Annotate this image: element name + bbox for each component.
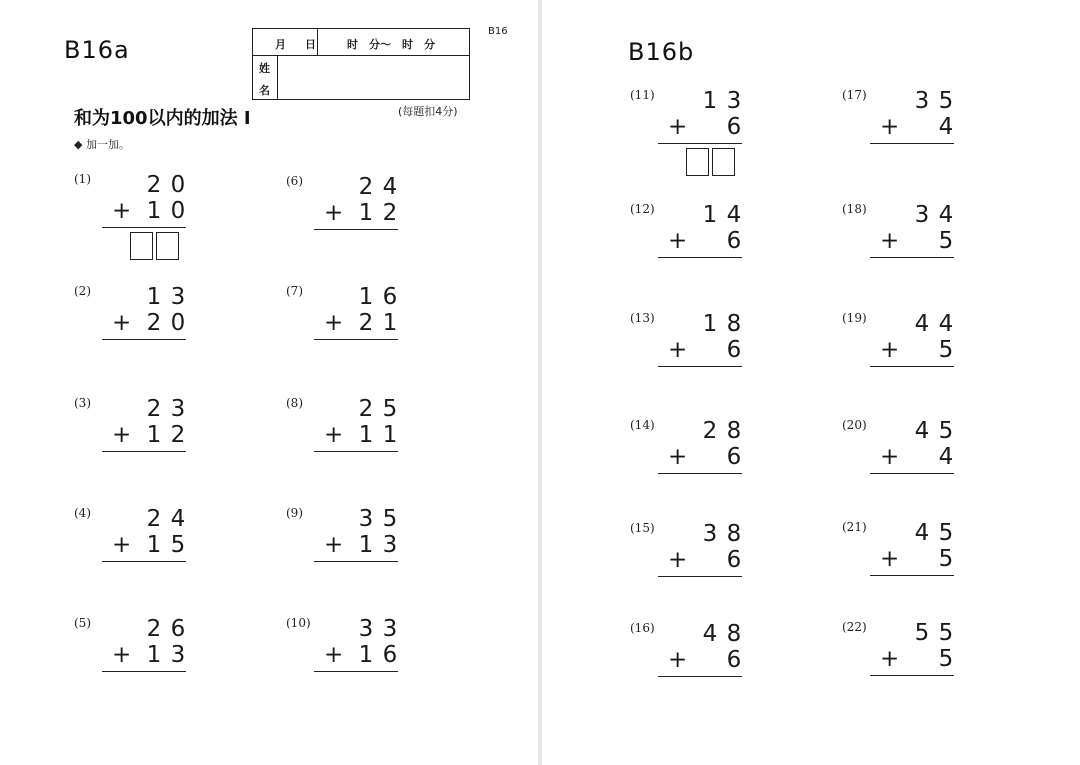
digit: 4 [382,174,398,200]
worksheet-page-a [0,0,538,765]
digit: 2 [146,506,162,532]
digit: 3 [358,616,374,642]
plus-sign: + [880,444,900,470]
problem-number: (17) [842,88,867,102]
problem-number: (8) [286,396,303,410]
problem-14 [630,418,770,508]
problem-number: (4) [74,506,91,520]
digit: 3 [914,88,930,114]
digit: 5 [938,337,954,363]
plus-sign: + [324,310,344,336]
digit: 5 [170,532,186,558]
digit: 4 [938,311,954,337]
digit: 0 [170,172,186,198]
plus-sign: + [668,337,688,363]
sum-line [314,229,398,230]
problem-7 [286,284,426,374]
digit: 6 [382,642,398,668]
digit: 2 [702,418,718,444]
digit: 6 [726,114,742,140]
plus-sign: + [880,228,900,254]
sum-line [102,671,186,672]
plus-sign: + [324,642,344,668]
sum-line [870,366,954,367]
plus-sign: + [324,200,344,226]
page-code: B16a [64,36,130,64]
problem-21 [842,520,982,610]
digit: 4 [170,506,186,532]
problem-22 [842,620,982,710]
page-code: B16b [628,38,695,66]
plus-sign: + [880,337,900,363]
problem-10 [286,616,426,706]
digit: 6 [726,337,742,363]
sum-line [102,561,186,562]
digit: 4 [914,520,930,546]
digit: 1 [358,532,374,558]
problem-15 [630,521,770,611]
plus-sign: + [668,228,688,254]
sum-line [658,676,742,677]
problem-3 [74,396,214,486]
digit: 6 [726,444,742,470]
problem-5 [74,616,214,706]
page-title: 和为100以内的加法 I [74,108,251,129]
sum-line [314,671,398,672]
problem-number: (18) [842,202,867,216]
digit: 2 [170,422,186,448]
problem-1 [74,172,214,262]
digit: 4 [914,311,930,337]
problem-number: (3) [74,396,91,410]
digit: 6 [726,547,742,573]
digit: 8 [726,418,742,444]
answer-box-units[interactable] [156,232,179,260]
digit: 4 [914,418,930,444]
digit: 5 [938,520,954,546]
digit: 5 [938,620,954,646]
digit: 4 [702,621,718,647]
digit: 3 [170,396,186,422]
digit: 1 [358,642,374,668]
sum-line [314,339,398,340]
digit: 6 [726,228,742,254]
problem-18 [842,202,982,292]
instruction: ◆ 加一加。 [74,138,130,151]
problem-12 [630,202,770,292]
digit: 1 [146,284,162,310]
sum-line [870,473,954,474]
problem-8 [286,396,426,486]
sum-line [102,451,186,452]
problem-6 [286,174,426,264]
plus-sign: + [668,647,688,673]
sum-line [314,561,398,562]
month-label: 月 [275,38,286,51]
digit: 3 [914,202,930,228]
digit: 5 [382,396,398,422]
problem-number: (7) [286,284,303,298]
plus-sign: + [112,310,132,336]
digit: 2 [146,396,162,422]
digit: 2 [382,200,398,226]
plus-sign: + [668,547,688,573]
digit: 2 [358,396,374,422]
problem-number: (2) [74,284,91,298]
digit: 4 [938,114,954,140]
plus-sign: + [112,422,132,448]
problem-number: (12) [630,202,655,216]
digit: 5 [938,228,954,254]
sum-line [102,339,186,340]
digit: 5 [938,418,954,444]
sum-line [314,451,398,452]
problem-number: (5) [74,616,91,630]
plus-sign: + [668,444,688,470]
problem-13 [630,311,770,401]
digit: 1 [382,310,398,336]
digit: 5 [938,646,954,672]
answer-box-units[interactable] [712,148,735,176]
digit: 3 [170,642,186,668]
digit: 6 [726,647,742,673]
problem-number: (15) [630,521,655,535]
problem-2 [74,284,214,374]
day-label: 日 [305,38,316,51]
digit: 8 [726,621,742,647]
problem-17 [842,88,982,178]
sum-line [658,366,742,367]
name-label-1: 姓 [259,62,270,75]
digit: 0 [170,310,186,336]
problem-number: (22) [842,620,867,634]
digit: 3 [170,284,186,310]
plus-sign: + [880,114,900,140]
answer-box-tens[interactable] [686,148,709,176]
digit: 2 [358,310,374,336]
digit: 1 [146,422,162,448]
digit: 3 [382,616,398,642]
digit: 5 [914,620,930,646]
digit: 8 [726,521,742,547]
answer-boxes [130,232,184,262]
digit: 2 [146,616,162,642]
plus-sign: + [880,546,900,572]
digit: 4 [726,202,742,228]
corner-code: B16 [488,26,508,37]
digit: 0 [170,198,186,224]
digit: 1 [146,198,162,224]
problem-number: (6) [286,174,303,188]
digit: 1 [146,642,162,668]
digit: 4 [938,444,954,470]
sum-line [658,576,742,577]
digit: 6 [382,284,398,310]
digit: 1 [702,88,718,114]
digit: 1 [358,200,374,226]
problem-number: (16) [630,621,655,635]
problem-9 [286,506,426,596]
digit: 8 [726,311,742,337]
answer-box-tens[interactable] [130,232,153,260]
worksheet-page-b [542,0,1080,765]
digit: 1 [146,532,162,558]
problem-19 [842,311,982,401]
digit: 3 [726,88,742,114]
problem-4 [74,506,214,596]
plus-sign: + [112,532,132,558]
problem-11 [630,88,770,178]
digit: 6 [170,616,186,642]
plus-sign: + [112,198,132,224]
digit: 2 [146,310,162,336]
sum-line [870,675,954,676]
digit: 2 [146,172,162,198]
sum-line [870,575,954,576]
problem-number: (10) [286,616,311,630]
problem-number: (19) [842,311,867,325]
digit: 1 [382,422,398,448]
sum-line [870,143,954,144]
name-label-2: 名 [259,84,270,97]
problem-20 [842,418,982,508]
plus-sign: + [880,646,900,672]
plus-sign: + [324,532,344,558]
problem-number: (1) [74,172,91,186]
digit: 5 [382,506,398,532]
problem-number: (9) [286,506,303,520]
digit: 5 [938,88,954,114]
plus-sign: + [324,422,344,448]
digit: 3 [382,532,398,558]
digit: 1 [358,422,374,448]
digit: 1 [702,202,718,228]
digit: 5 [938,546,954,572]
digit: 1 [358,284,374,310]
digit: 3 [358,506,374,532]
problem-number: (11) [630,88,655,102]
sum-line [658,473,742,474]
digit: 2 [358,174,374,200]
plus-sign: + [112,642,132,668]
problem-16 [630,621,770,711]
time-range-label: 时 分～ 时 分 [347,38,435,51]
digit: 4 [938,202,954,228]
plus-sign: + [668,114,688,140]
digit: 1 [702,311,718,337]
digit: 3 [702,521,718,547]
problem-number: (21) [842,520,867,534]
problem-number: (20) [842,418,867,432]
date-time-name-box [252,28,470,100]
sum-line [102,227,186,228]
sum-line [658,257,742,258]
problem-number: (14) [630,418,655,432]
problem-number: (13) [630,311,655,325]
sum-line [870,257,954,258]
sum-line [658,143,742,144]
answer-boxes [686,148,740,178]
score-note: (每题扣4分) [398,105,458,118]
